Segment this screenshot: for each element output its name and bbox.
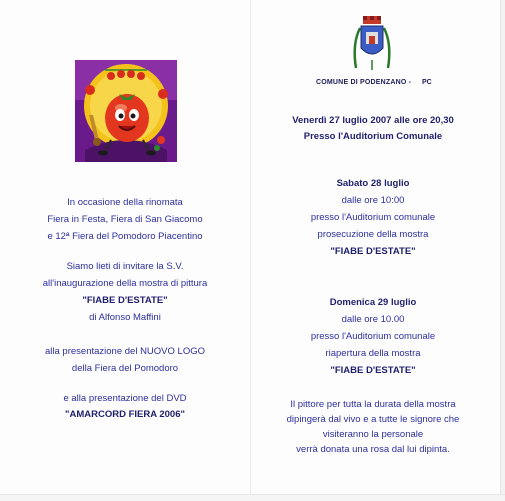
saturday-note: prosecuzione della mostra — [317, 229, 429, 240]
logo-presentation-line-1: alla presentazione del NUOVO LOGO — [45, 346, 205, 357]
page-fold — [250, 0, 251, 500]
intro-line-1: In occasione della rinomata — [67, 197, 183, 208]
coat-of-arms-icon — [350, 14, 394, 72]
closing-line-2: dipingerà dal vivo e a tutte le signore che — [286, 414, 460, 425]
dvd-intro-line: e alla presentazione del DVD — [63, 393, 187, 404]
artist-line: di Alfonso Maffini — [89, 312, 161, 323]
closing-line-4: verrà donata una rosa dal lui dipinta. — [296, 444, 450, 455]
saturday-exhibition-title: "FIABE D'ESTATE" — [330, 246, 416, 257]
dvd-title: "AMARCORD FIERA 2006" — [64, 409, 186, 420]
comune-name: COMUNE DI PODENZANO - — [316, 79, 412, 86]
page-edge — [500, 0, 505, 500]
sunday-exhibition-title: "FIABE D'ESTATE" — [330, 365, 416, 376]
intro-line-3: e 12ª Fiera del Pomodoro Piacentino — [47, 231, 203, 242]
invite-line-1: Siamo lieti di invitare la S.V. — [66, 261, 184, 272]
saturday-place: presso l'Auditorium comunale — [310, 212, 436, 223]
friday-date: Venerdì 27 luglio 2007 alle ore 20,30 — [292, 115, 454, 126]
friday-place: Presso l'Auditorium Comunale — [303, 131, 443, 142]
intro-line-2: Fiera in Festa, Fiera di San Giacomo — [47, 214, 203, 225]
tomato-mascot-logo — [75, 60, 177, 162]
exhibition-title: "FIABE D'ESTATE" — [82, 295, 168, 306]
saturday-date: Sabato 28 luglio — [336, 178, 410, 189]
closing-line-1: Il pittore per tutta la durata della mostra — [290, 399, 456, 410]
closing-line-3: visiteranno la personale — [322, 429, 424, 440]
invite-line-2: all'inaugurazione della mostra di pittura — [42, 278, 208, 289]
saturday-time: dalle ore 10:00 — [341, 195, 405, 206]
sunday-time: dalle ore 10.00 — [341, 314, 405, 325]
sunday-note: riapertura della mostra — [325, 348, 421, 359]
sunday-date: Domenica 29 luglio — [329, 297, 417, 308]
sunday-place: presso l'Auditorium comunale — [310, 331, 436, 342]
logo-presentation-line-2: della Fiera del Pomodoro — [71, 363, 179, 374]
province-code: PC — [422, 79, 432, 86]
